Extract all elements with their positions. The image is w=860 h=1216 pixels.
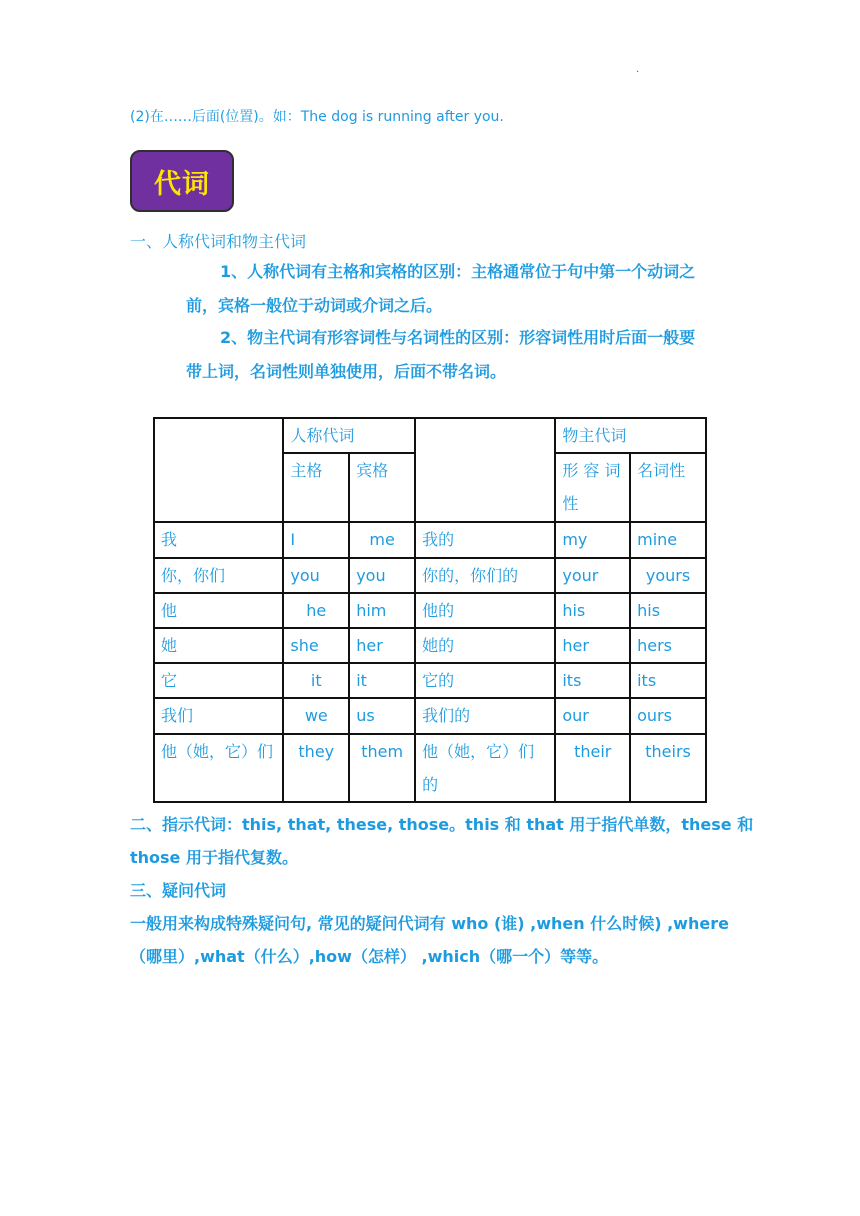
cell-possessive-chinese: 你的，你们的: [415, 558, 555, 593]
cell-chinese: 你，你们: [154, 558, 283, 593]
cell-object: me: [349, 522, 415, 558]
cell-object: them: [349, 734, 415, 802]
table-row: [154, 558, 706, 593]
header-object-case: 宾格: [349, 453, 415, 522]
cell-object: us: [349, 698, 415, 734]
cell-noun: its: [630, 663, 706, 698]
cell-adjective: its: [555, 663, 630, 698]
section-badge-label: 代词: [154, 168, 210, 200]
cell-subject: you: [283, 558, 349, 593]
cell-noun: theirs: [630, 734, 706, 802]
section1-para2-line1: 2、物主代词有形容词性与名词性的区别：形容词性用时后面一般要: [220, 328, 696, 347]
header-adjective-form: 形 容 词 性: [555, 453, 630, 522]
pronoun-table: [153, 417, 707, 803]
cell-chinese: 我们: [154, 698, 283, 734]
cell-adjective: her: [555, 628, 630, 663]
cell-chinese: 它: [154, 663, 283, 698]
section3-line2: （哪里）,what（什么）,how（怎样） ,which（哪一个）等等。: [130, 947, 609, 966]
cell-object: it: [349, 663, 415, 698]
section1-para1-line2: 前，宾格一般位于动词或介词之后。: [186, 296, 443, 315]
cell-adjective: my: [555, 522, 630, 558]
table-corner-cell: [154, 418, 283, 522]
section3-heading: 三、疑问代词: [130, 881, 227, 900]
cell-subject: he: [283, 593, 349, 628]
header-dot: .: [636, 64, 640, 75]
table-row: [154, 663, 706, 698]
cell-object: her: [349, 628, 415, 663]
section1-para2-line2: 带上词，名词性则单独使用，后面不带名词。: [186, 362, 507, 381]
cell-adjective: their: [555, 734, 630, 802]
cell-possessive-chinese: 她的: [415, 628, 555, 663]
header-subject-case: 主格: [283, 453, 349, 522]
cell-possessive-chinese: 我的: [415, 522, 555, 558]
cell-possessive-chinese: 它的: [415, 663, 555, 698]
cell-subject: it: [283, 663, 349, 698]
cell-noun: mine: [630, 522, 706, 558]
cell-possessive-chinese: 他的: [415, 593, 555, 628]
section-badge: [130, 150, 234, 212]
table-row: [154, 522, 706, 558]
cell-subject: she: [283, 628, 349, 663]
cell-possessive-chinese: 他（她，它）们 的: [415, 734, 555, 802]
cell-chinese: 我: [154, 522, 283, 558]
header-noun-form: 名词性: [630, 453, 706, 522]
header-personal-pronoun: 人称代词: [283, 418, 415, 453]
table-row: [154, 734, 706, 802]
cell-adjective: your: [555, 558, 630, 593]
cell-noun: ours: [630, 698, 706, 734]
section2-line2: those 用于指代复数。: [130, 848, 298, 867]
cell-subject: I: [283, 522, 349, 558]
cell-chinese: 他: [154, 593, 283, 628]
table-row: [154, 593, 706, 628]
table-blank-header: [415, 418, 555, 522]
section2-line1: 二、指示代词：this, that, these, those。this 和 that 用于指代单数，these 和: [130, 815, 754, 834]
cell-noun: yours: [630, 558, 706, 593]
cell-noun: hers: [630, 628, 706, 663]
cell-adjective: his: [555, 593, 630, 628]
cell-adjective: our: [555, 698, 630, 734]
cell-chinese: 他（她，它）们: [154, 734, 283, 802]
cell-chinese: 她: [154, 628, 283, 663]
table-row: [154, 628, 706, 663]
cell-possessive-chinese: 我们的: [415, 698, 555, 734]
section3-line1: 一般用来构成特殊疑问句, 常见的疑问代词有 who (谁) ,when 什么时候) ,where: [130, 914, 729, 933]
cell-subject: we: [283, 698, 349, 734]
table-row: [154, 698, 706, 734]
section1-heading: 一、人称代词和物主代词: [130, 232, 307, 251]
cell-object: him: [349, 593, 415, 628]
cell-noun: his: [630, 593, 706, 628]
section1-para1-line1: 1、人称代词有主格和宾格的区别：主格通常位于句中第一个动词之: [220, 262, 696, 281]
header-possessive-pronoun: 物主代词: [555, 418, 706, 453]
cell-object: you: [349, 558, 415, 593]
cell-subject: they: [283, 734, 349, 802]
previous-item-text: (2)在……后面(位置)。如：The dog is running after you.: [130, 109, 504, 125]
